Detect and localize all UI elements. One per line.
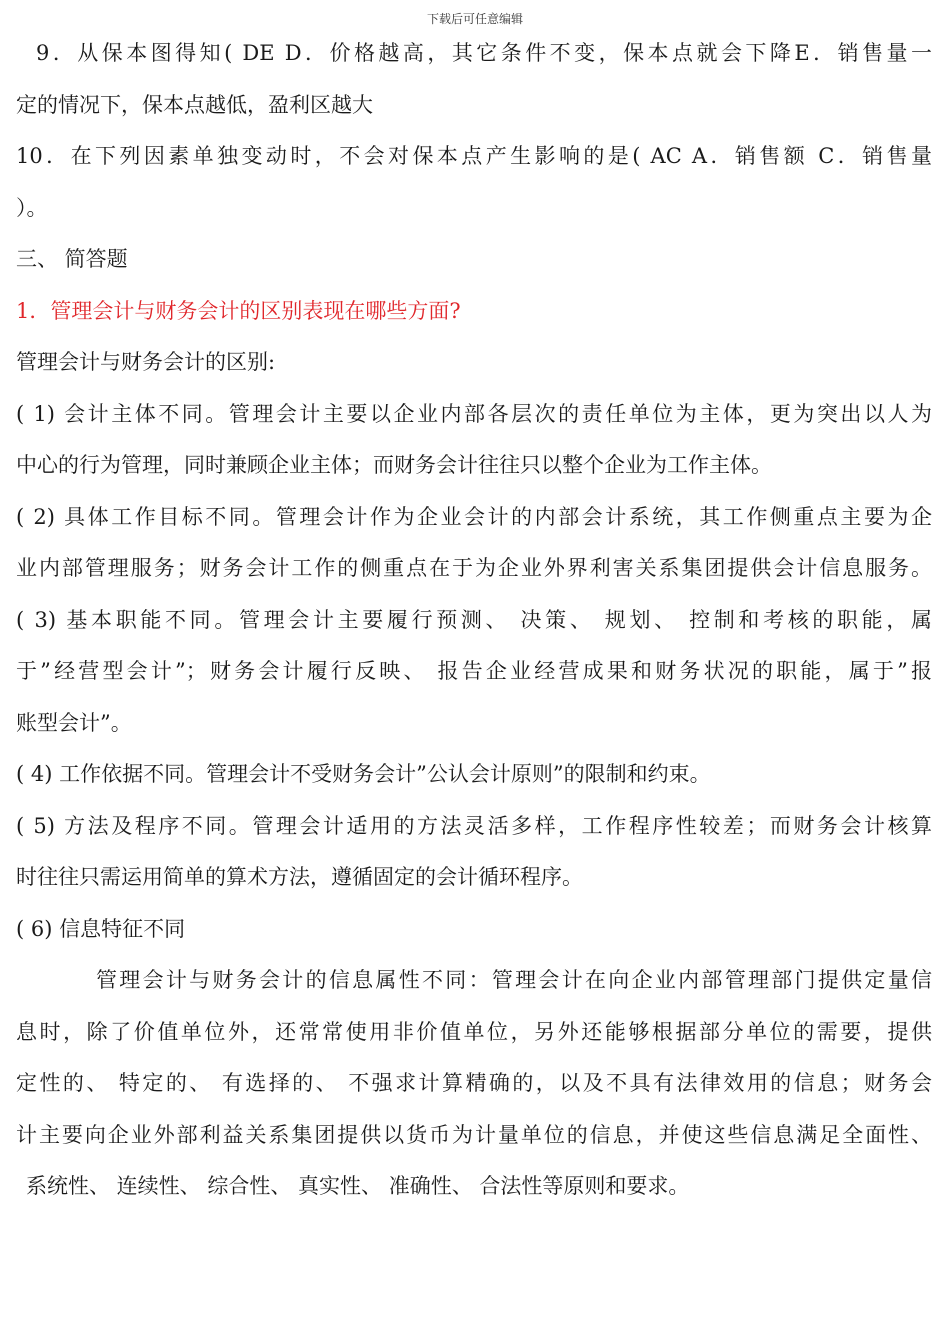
point-2-line-2: 业内部管理服务；财务会计工作的侧重点在于为企业外界利害关系集团提供会计信息服务。 (16, 556, 932, 580)
question-9-line-1: 9．从保本图得知( DE D．价格越高，其它条件不变，保本点就会下降E．销售量一 (36, 41, 932, 65)
document-body (16, 28, 932, 1213)
point-4-line-1: ( 4) 工作依据不同。管理会计不受财务会计”公认会计原则”的限制和约束。 (16, 762, 711, 786)
question-9-line-2: 定的情况下，保本点越低，盈利区越大 (16, 92, 373, 117)
point-6-line-3: 定性的、 特定的、 有选择的、 不强求计算精确的，以及不具有法律效用的信息；财务会 (16, 1071, 932, 1095)
point-2-line-1: ( 2) 具体工作目标不同。管理会计作为企业会计的内部会计系统，其工作侧重点主要为企 (16, 504, 932, 529)
section-heading: 三、 简答题 (16, 247, 128, 271)
answer-intro: 管理会计与财务会计的区别: (16, 350, 276, 374)
point-3-line-2: 于”经营型会计”；财务会计履行反映、 报告企业经营成果和财务状况的职能，属于”报 (16, 659, 932, 683)
point-1-line-1: ( 1) 会计主体不同。管理会计主要以企业内部各层次的责任单位为主体，更为突出以人为 (16, 401, 932, 426)
point-6-line-4: 计主要向企业外部利益关系集团提供以货币为计量单位的信息，并使这些信息满足全面性、 (16, 1122, 932, 1147)
point-6-heading: ( 6) 信息特征不同 (16, 916, 186, 941)
question-10-line-1: 10．在下列因素单独变动时，不会对保本点产生影响的是( AC A．销售额 C．销售量 (16, 144, 932, 168)
point-3-line-1: ( 3) 基本职能不同。管理会计主要履行预测、 决策、 规划、 控制和考核的职能，属 (16, 607, 932, 632)
point-1-line-2: 中心的行为管理，同时兼顾企业主体；而财务会计往往只以整个企业为工作主体。 (16, 453, 772, 477)
point-5-line-2: 时往往只需运用简单的算术方法，遵循固定的会计循环程序。 (16, 865, 583, 889)
point-5-line-1: ( 5) 方法及程序不同。管理会计适用的方法灵活多样，工作程序性较差；而财务会计核算 (16, 813, 932, 838)
point-6-line-5: 系统性、 连续性、 综合性、 真实性、 准确性、 合法性等原则和要求。 (26, 1174, 690, 1198)
point-3-line-3: 账型会计”。 (16, 710, 132, 735)
question-heading: 1．管理会计与财务会计的区别表现在哪些方面? (16, 298, 461, 323)
point-6-line-2: 息时，除了价值单位外，还常常使用非价值单位，另外还能够根据部分单位的需要，提供 (16, 1019, 932, 1044)
header-note: 下载后可任意编辑 (426, 12, 523, 26)
point-6-line-1: 管理会计与财务会计的信息属性不同：管理会计在向企业内部管理部门提供定量信 (96, 968, 932, 992)
question-10-line-2: ）。 (16, 195, 48, 220)
